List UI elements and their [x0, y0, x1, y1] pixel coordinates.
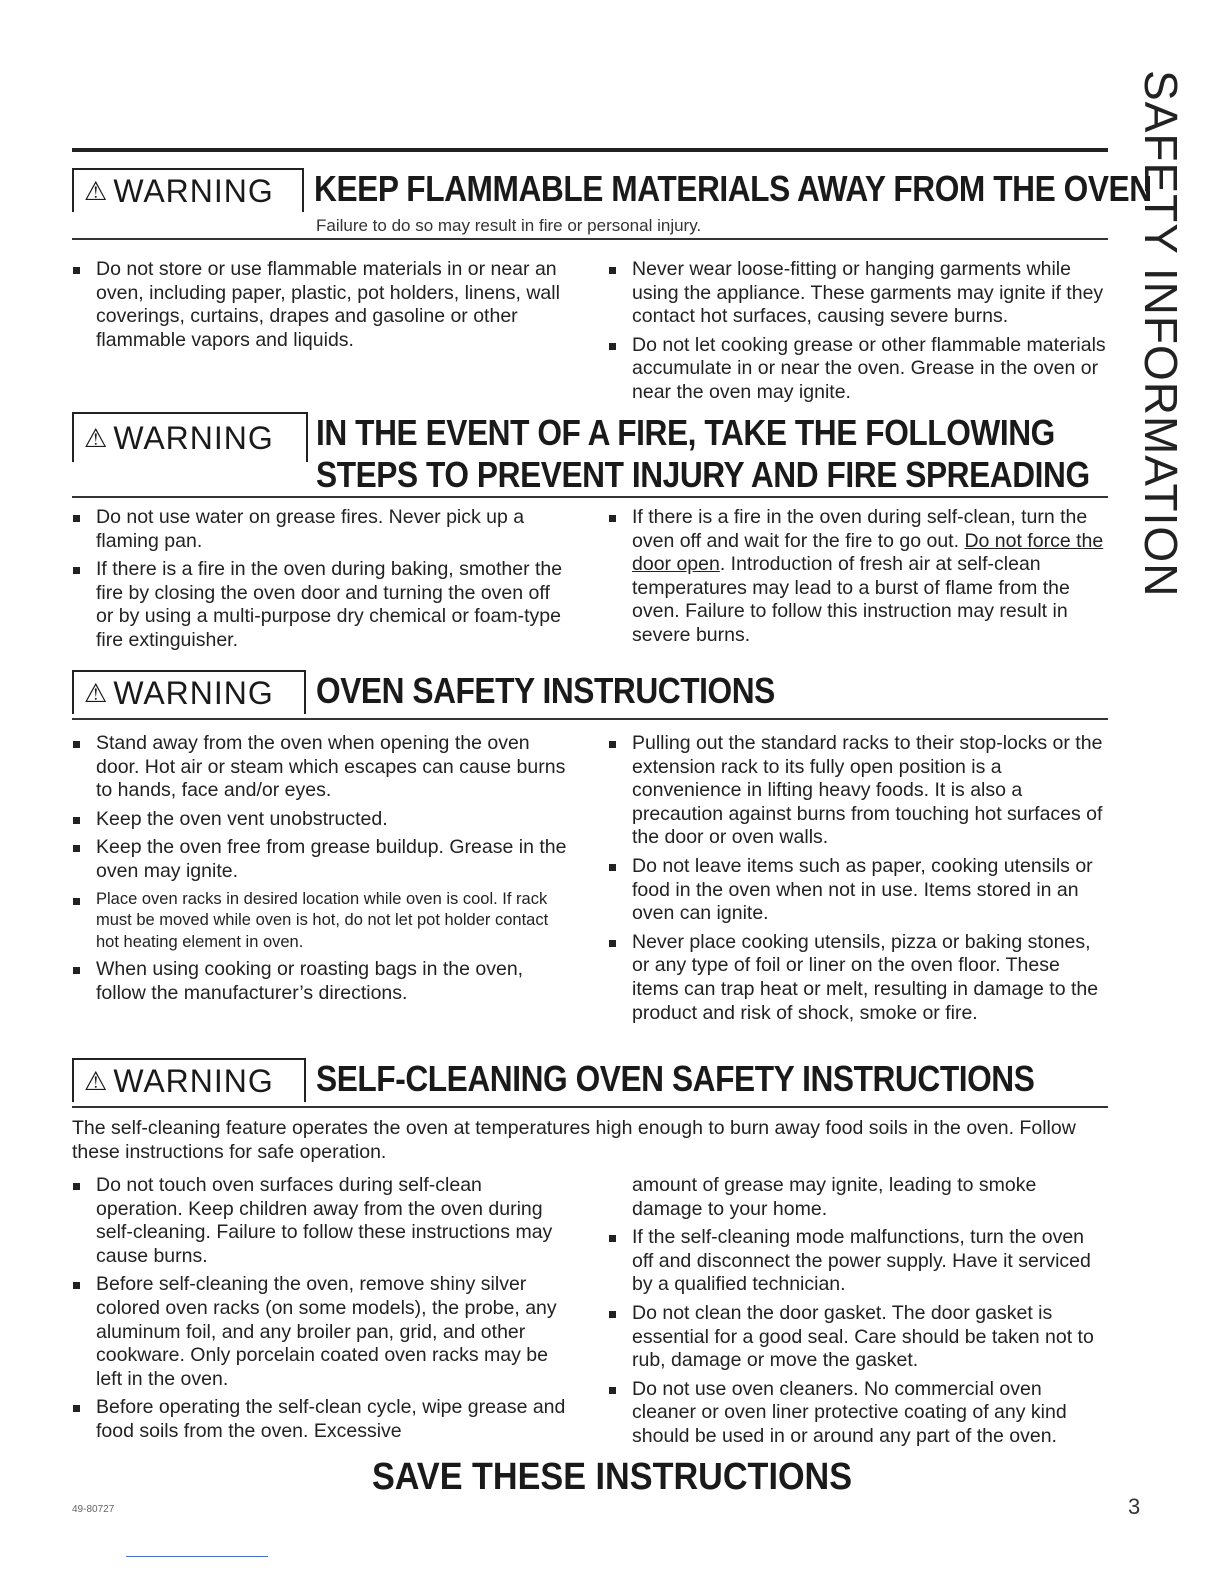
- list-item: Pulling out the standard racks to their stop-locks or the extension rack to its fully open position is a convenience in lifting heavy foods. It is also a precaution against burns from touching hot surfaces of the door or oven walls.: [608, 732, 1108, 850]
- list-item: Do not let cooking grease or other flammable materials accumulate in or near the oven. Grease in the oven or near the oven may ignite.: [608, 334, 1108, 405]
- footer-line: [126, 1556, 268, 1557]
- list-item: If the self-cleaning mode malfunctions, turn the oven off and disconnect the power supply. Have it serviced by a qualified technician.: [608, 1226, 1108, 1297]
- side-tab: [1135, 70, 1192, 598]
- warning-badge: [72, 1058, 306, 1102]
- page-number: 3: [1128, 1494, 1141, 1519]
- list-item: Before operating the self-clean cycle, wipe grease and food soils from the oven. Excessive: [72, 1396, 572, 1443]
- list-item: Never place cooking utensils, pizza or baking stones, or any type of foil or liner on the oven floor. These items can trap heat or melt, resulting in damage to the product and risk of shock, smoke or fire.: [608, 931, 1108, 1025]
- list-item: Before self-cleaning the oven, remove shiny silver colored oven racks (on some models), the probe, any aluminum foil, and any broiler pan, grid, and other cookware. Only porcelain coated oven racks may be left in the oven.: [72, 1273, 572, 1391]
- document-number: 49-80727: [72, 1504, 115, 1515]
- list-item: Do not store or use flammable materials in or near an oven, including paper, plastic, pot holders, linens, wall coverings, curtains, drapes and gasoline or other flammable vapors and liquids.: [72, 258, 582, 352]
- section-subtitle: Failure to do so may result in fire or personal injury.: [316, 216, 702, 235]
- save-instructions-heading: SAVE THESE INSTRUCTIONS: [371, 1456, 853, 1498]
- warning-badge: [72, 412, 308, 462]
- warning-label: WARNING: [113, 172, 274, 209]
- section-oven-safety: [72, 670, 1108, 1024]
- section-title-line1: IN THE EVENT OF A FIRE, TAKE THE FOLLOWING: [316, 412, 1055, 453]
- list-item: Keep the oven free from grease buildup. Grease in the oven may ignite.: [72, 836, 572, 883]
- warning-triangle-icon: ⚠: [84, 176, 108, 206]
- section-fire: [72, 412, 1108, 651]
- list-item: Keep the oven vent unobstructed.: [72, 808, 572, 832]
- section-intro: The self-cleaning feature operates the oven at temperatures high enough to burn away food soils in the oven. Follow these instructions for safe operation.: [72, 1117, 1076, 1163]
- section-title: OVEN SAFETY INSTRUCTIONS: [316, 670, 775, 711]
- underlined-warning: Do not force the door open: [632, 529, 1104, 576]
- list-item: Do not touch oven surfaces during self-clean operation. Keep children away from the oven during self-cleaning. Failure to follow these instructions may cause burns.: [72, 1174, 572, 1268]
- side-tab-label: SAFETY INFORMATION: [1135, 70, 1187, 598]
- top-rule: [72, 148, 1108, 152]
- list-item: Do not leave items such as paper, cooking utensils or food in the oven when not in use. Items stored in an oven can ignite.: [608, 855, 1108, 926]
- list-item: Do not use oven cleaners. No commercial oven cleaner or oven liner protective coating of any kind should be used in or around any part of the oven.: [608, 1378, 1108, 1449]
- warning-triangle-icon: ⚠: [84, 1066, 108, 1096]
- section-rule: [72, 718, 1108, 720]
- section-self-cleaning: [72, 1058, 1108, 1447]
- section-title-line2: STEPS TO PREVENT INJURY AND FIRE SPREADING: [316, 454, 1090, 495]
- list-item: When using cooking or roasting bags in the oven, follow the manufacturer’s directions.: [72, 958, 572, 1005]
- continued-text: amount of grease may ignite, leading to smoke damage to your home.: [632, 1174, 1037, 1220]
- warning-triangle-icon: ⚠: [84, 423, 108, 453]
- section-rule: [72, 496, 1108, 498]
- warning-label: WARNING: [113, 1062, 274, 1099]
- warning-triangle-icon: ⚠: [84, 678, 108, 708]
- list-item: Do not use water on grease fires. Never pick up a flaming pan.: [72, 506, 572, 553]
- warning-label: WARNING: [113, 419, 274, 456]
- section-flammable: [72, 168, 1152, 403]
- list-item: If there is a fire in the oven during self-clean, turn the oven off and wait for the fire to go out. Do not force the door open. Introduction of fresh air at self-clean temperatures may lead to a burst of flame from the oven. Failure to follow this instruction may result in severe burns.: [608, 506, 1108, 648]
- section-rule: [72, 1106, 1108, 1108]
- section-rule: [72, 238, 1108, 240]
- list-item: Stand away from the oven when opening the oven door. Hot air or steam which escapes can cause burns to hands, face and/or eyes.: [72, 732, 572, 803]
- list-item: Do not clean the door gasket. The door gasket is essential for a good seal. Care should be taken not to rub, damage or move the gasket.: [608, 1302, 1108, 1373]
- section-title: KEEP FLAMMABLE MATERIALS AWAY FROM THE OVEN: [314, 168, 1152, 209]
- list-item: Place oven racks in desired location while oven is cool. If rack must be moved while oven is hot, do not let pot holder contact hot heating element in oven.: [72, 889, 572, 954]
- warning-badge: [72, 670, 306, 714]
- warning-label: WARNING: [113, 674, 274, 711]
- section-title: SELF-CLEANING OVEN SAFETY INSTRUCTIONS: [316, 1058, 1035, 1099]
- list-item: If there is a fire in the oven during baking, smother the fire by closing the oven door and turning the oven off or by using a multi-purpose dry chemical or foam-type fire extinguisher.: [72, 558, 572, 652]
- warning-badge: [72, 168, 304, 212]
- list-item: Never wear loose-fitting or hanging garments while using the appliance. These garments may ignite if they contact hot surfaces, causing severe burns.: [608, 258, 1108, 329]
